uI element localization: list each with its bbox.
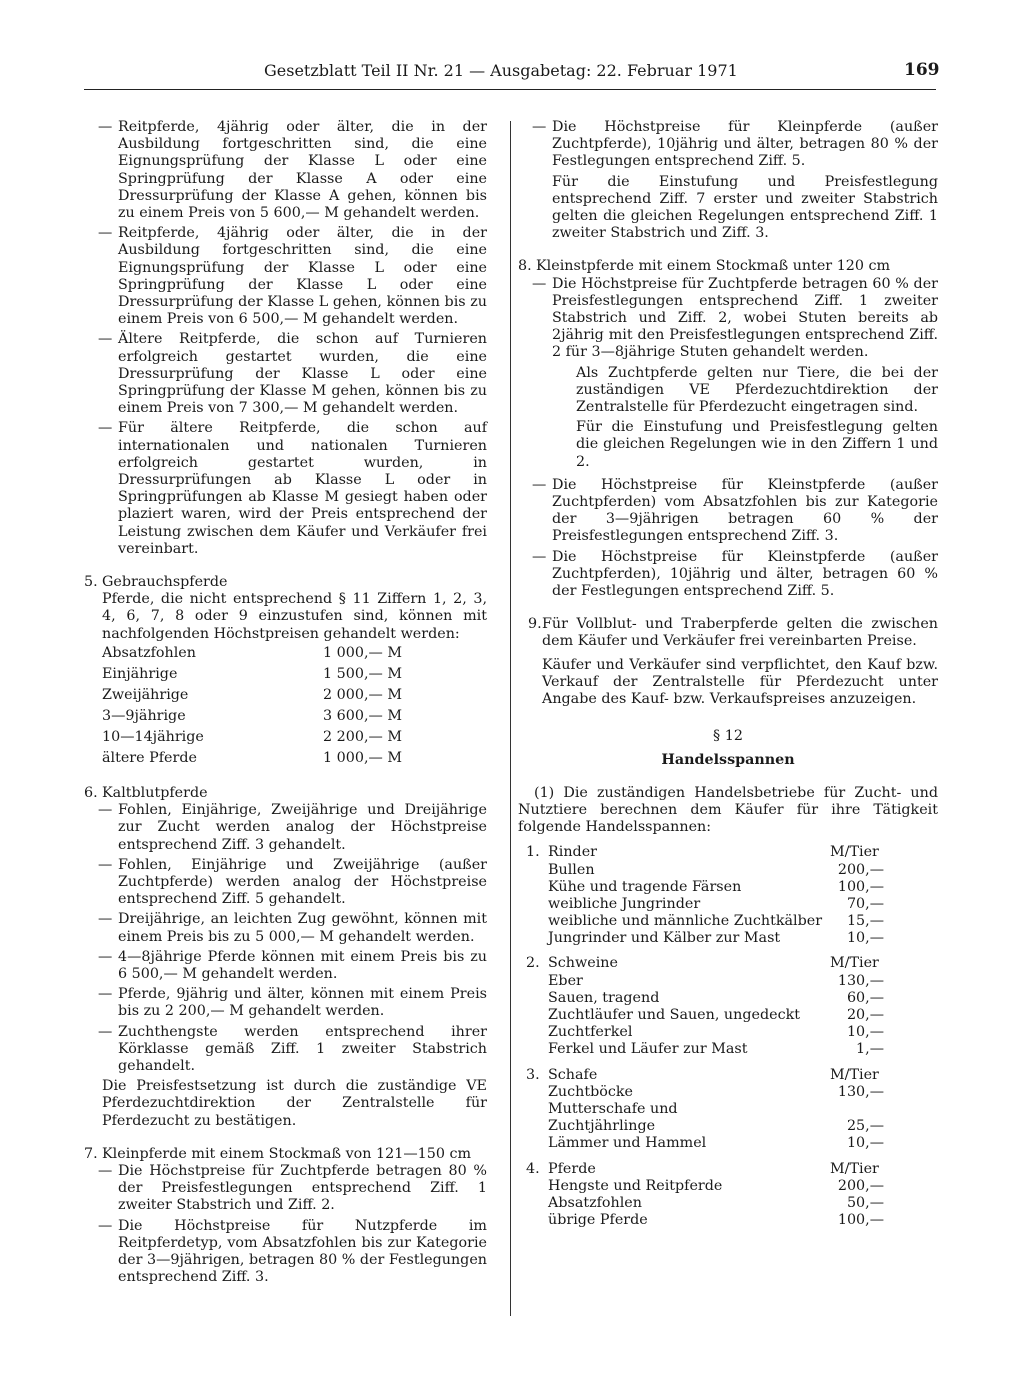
section-closing: Die Preisfestsetzung ist durch die zuständige VE Pferdezuchtdirektion der Zentralstelle für Pferdezucht zu bestätigen. xyxy=(102,1078,487,1129)
table-group-header: 2. Schweine M/Tier xyxy=(526,955,879,972)
table-row: Eber 130,— xyxy=(548,972,884,989)
list-item: — Fohlen, Einjährige und Zweijährige (außer Zuchtpferde) werden analog der Höchstpreise entsprechend Ziff. 5 gehandelt. xyxy=(98,856,487,908)
left-column xyxy=(84,119,487,1289)
list-item: — Ältere Reitpferde, die schon auf Turnieren erfolgreich gestartet wurden, die eine Dressurprüfung der Klasse L oder eine Springprüfung der Klasse M gehen, können bis zu einem Preis von 7 300,— M gehandelt werden. xyxy=(98,331,487,417)
price-list xyxy=(84,643,487,769)
section-7: 7. Kleinpferde mit einem Stockmaß von 121—150 cm xyxy=(84,1146,487,1163)
table-row: Jungrinder und Kälber zur Mast 10,— xyxy=(548,930,884,947)
table-row: Ferkel und Läufer zur Mast 1,— xyxy=(548,1041,884,1058)
list-item: — Die Höchstpreise für Zuchtpferde betragen 80 % der Preisfestlegungen entsprechend Ziff. 1 zweiter Stabstrich und Ziff. 2. xyxy=(98,1162,487,1214)
paragraph: Als Zuchtpferde gelten nur Tiere, die bei der zuständigen VE Pferdezuchtdirektion der Zentralstelle für Pferdezucht eingetragen sind. xyxy=(576,364,938,416)
price-row: 10—14jährige 2 200,— M xyxy=(102,728,402,745)
right-column xyxy=(518,119,938,1229)
price-row: Absatzfohlen 1 000,— M xyxy=(102,644,402,661)
table-row: Lämmer und Hammel 10,— xyxy=(548,1135,884,1152)
section-title: Gebrauchspferde xyxy=(102,574,228,591)
price-row: ältere Pferde 1 000,— M xyxy=(102,749,402,766)
section-5: 5. Gebrauchspferde Pferde, die nicht entsprechend § 11 Ziffern 1, 2, 3, 4, 6, 7, 8 oder 9 einzustufen sind, können mit nachfolgenden Höchstpreisen gehandelt werden: xyxy=(84,574,487,642)
section-9: 9. Für Vollblut- und Traberpferde gelten die zwischen dem Käufer und Verkäufer frei vereinbarten Preise. Käufer und Verkäufer sind verpflichtet, den Kauf bzw. Verkauf der Zentralstelle für Pferdezucht unter Angabe des Kauf- bzw. Verkaufspreises anzuzeigen. xyxy=(528,616,938,708)
table-group-header: 1. Rinder M/Tier xyxy=(526,844,879,861)
paragraph-title: Handelsspannen xyxy=(661,751,795,768)
table-row: Bullen 200,— xyxy=(548,861,884,878)
list-item: — Zuchthengste werden entsprechend ihrer Körklasse gemäß Ziff. 1 zweiter Stabstrich gehandelt. xyxy=(98,1023,487,1074)
list-item: — Reitpferde, 4jährig oder älter, die in der Ausbildung fortgeschritten sind, die eine Eignungsprüfung der Klasse L oder eine Springprüfung der Klasse L oder eine Dressurprüfung der Klasse L gehen, können bis zu einem Preis von 6 500,— M gehandelt werden. xyxy=(98,225,487,328)
column-divider xyxy=(510,121,511,1316)
table-group-header: 3. Schafe M/Tier xyxy=(526,1066,879,1083)
list-item: — Fohlen, Einjährige, Zweijährige und Dreijährige zur Zucht werden analog der Höchstpreise entsprechend Ziff. 3 gehandelt. xyxy=(98,802,487,853)
price-row: Einjährige 1 500,— M xyxy=(102,665,402,682)
paragraph: (1) Die zuständigen Handelsbetriebe für Zucht- und Nutztiere berechnen dem Käufer für ihre Tätigkeit folgende Handelsspannen: xyxy=(518,784,938,836)
price-row: Zweijährige 2 000,— M xyxy=(102,686,402,703)
page-header xyxy=(264,62,964,79)
section-title: Kleinpferde mit einem Stockmaß von 121—150 cm xyxy=(102,1145,472,1162)
list-item: — Die Höchstpreise für Kleinpferde (außer Zuchtpferde), 10jährig und älter, betragen 80 % der Festlegungen entsprechend Ziff. 5. xyxy=(532,119,938,170)
paragraph: Für die Einstufung und Preisfestlegung entsprechend Ziff. 7 erster und zweiter Stabstrich gelten die gleichen Regelungen entsprechend Ziff. 1 zweiter Stabstrich und Ziff. 3. xyxy=(552,173,938,242)
section-text: Käufer und Verkäufer sind verpflichtet, den Kauf bzw. Verkauf der Zentralstelle für Pferdezucht unter Angabe des Kauf- bzw. Verkaufspreises anzuzeigen. xyxy=(542,656,938,708)
list-item: — Die Höchstpreise für Zuchtpferde betragen 60 % der Preisfestlegungen entsprechend Ziff. 1 zweiter Stabstrich und Ziff. 2, wobei Stuten bereits ab 2jährig mit den Preisfestlegungen entsprechend Ziff. 2 für 3—8jährige Stuten gehandelt werden. xyxy=(532,275,938,361)
table-row: Sauen, tragend 60,— xyxy=(548,989,884,1006)
table-row: weibliche Jungrinder 70,— xyxy=(548,895,884,912)
header-rule xyxy=(84,89,936,90)
table-row: Zuchtböcke 130,— xyxy=(548,1083,884,1100)
list-item: — Pferde, 9jährig und älter, können mit einem Preis bis zu 2 200,— M gehandelt werden. xyxy=(98,986,487,1020)
margin-table xyxy=(518,844,938,1229)
table-row: weibliche und männliche Zuchtkälber 15,— xyxy=(548,913,884,930)
list-item: — 4—8jährige Pferde können mit einem Preis bis zu 6 500,— M gehandelt werden. xyxy=(98,948,487,982)
list-item: — Reitpferde, 4jährig oder älter, die in der Ausbildung fortgeschritten sind, die eine Eignungsprüfung der Klasse L oder eine Springprüfung der Klasse A oder eine Dressurprüfung der Klasse A gehen, können bis zu einem Preis von 5 600,— M gehandelt werden. xyxy=(98,119,487,222)
list-item: — Die Höchstpreise für Kleinstpferde (außer Zuchtpferden), 10jährig und älter, betragen 60 % der Festlegungen entsprechend Ziff. 5. xyxy=(532,548,938,600)
section-6: 6. Kaltblutpferde xyxy=(84,785,487,802)
list-item: — Für ältere Reitpferde, die schon auf internationalen und nationalen Turnieren erfolgreich gestartet wurden, in Dressurprüfungen ab Klasse L oder in Springprüfungen ab Klasse M gesiegt haben oder plaziert waren, wird der Preis entsprechend der Leistung zwischen dem Käufer und Verkäufer frei vereinbart. xyxy=(98,420,487,557)
table-row: Hengste und Reitpferde 200,— xyxy=(548,1177,884,1194)
table-row: übrige Pferde 100,— xyxy=(548,1212,884,1229)
list-item: — Die Höchstpreise für Nutzpferde im Reitpferdetyp, vom Absatzfohlen bis zur Kategorie der 3—9jährigen, betragen 80 % der Festlegungen entsprechend Ziff. 3. xyxy=(98,1217,488,1286)
list-item: — Die Höchstpreise für Kleinstpferde (außer Zuchtpferden) vom Absatzfohlen bis zur Kategorie der 3—9jährigen betragen 60 % der Preisfestlegungen entsprechend Ziff. 3. xyxy=(532,476,938,545)
list-item: — Dreijährige, an leichten Zug gewöhnt, können mit einem Preis bis zu 5 000,— M gehandelt werden. xyxy=(98,911,487,945)
section-text: Pferde, die nicht entsprechend § 11 Ziffern 1, 2, 3, 4, 6, 7, 8 oder 9 einzustufen sind, können mit nachfolgenden Höchstpreisen gehandelt werden: xyxy=(102,591,487,642)
table-group-header: 4. Pferde M/Tier xyxy=(526,1160,879,1177)
paragraph: Für die Einstufung und Preisfestlegung gelten die gleichen Regelungen wie in den Ziffern 1 und 2. xyxy=(576,419,938,470)
table-row: Zuchtferkel 10,— xyxy=(548,1024,884,1041)
section-title: Kleinstpferde mit einem Stockmaß unter 120 cm xyxy=(536,258,891,275)
price-row: 3—9jährige 3 600,— M xyxy=(102,707,402,724)
table-row: Kühe und tragende Färsen 100,— xyxy=(548,878,884,895)
table-row: Absatzfohlen 50,— xyxy=(548,1194,884,1211)
paragraph-heading: § 12 xyxy=(713,728,743,745)
section-title: Kaltblutpferde xyxy=(102,784,208,801)
header-title: Gesetzblatt Teil II Nr. 21 — Ausgabetag: 22. Februar 1971 xyxy=(264,61,738,80)
section-8: 8. Kleinstpferde mit einem Stockmaß unter 120 cm xyxy=(518,258,938,275)
table-row: Zuchtläufer und Sauen, ungedeckt 20,— xyxy=(548,1007,884,1024)
section-text: Für Vollblut- und Traberpferde gelten die zwischen dem Käufer und Verkäufer frei vereinbarten Preise. xyxy=(542,616,938,650)
table-row: Mutterschafe und Zuchtjährlinge 25,— xyxy=(548,1100,884,1135)
page-number: 169 xyxy=(904,60,940,80)
